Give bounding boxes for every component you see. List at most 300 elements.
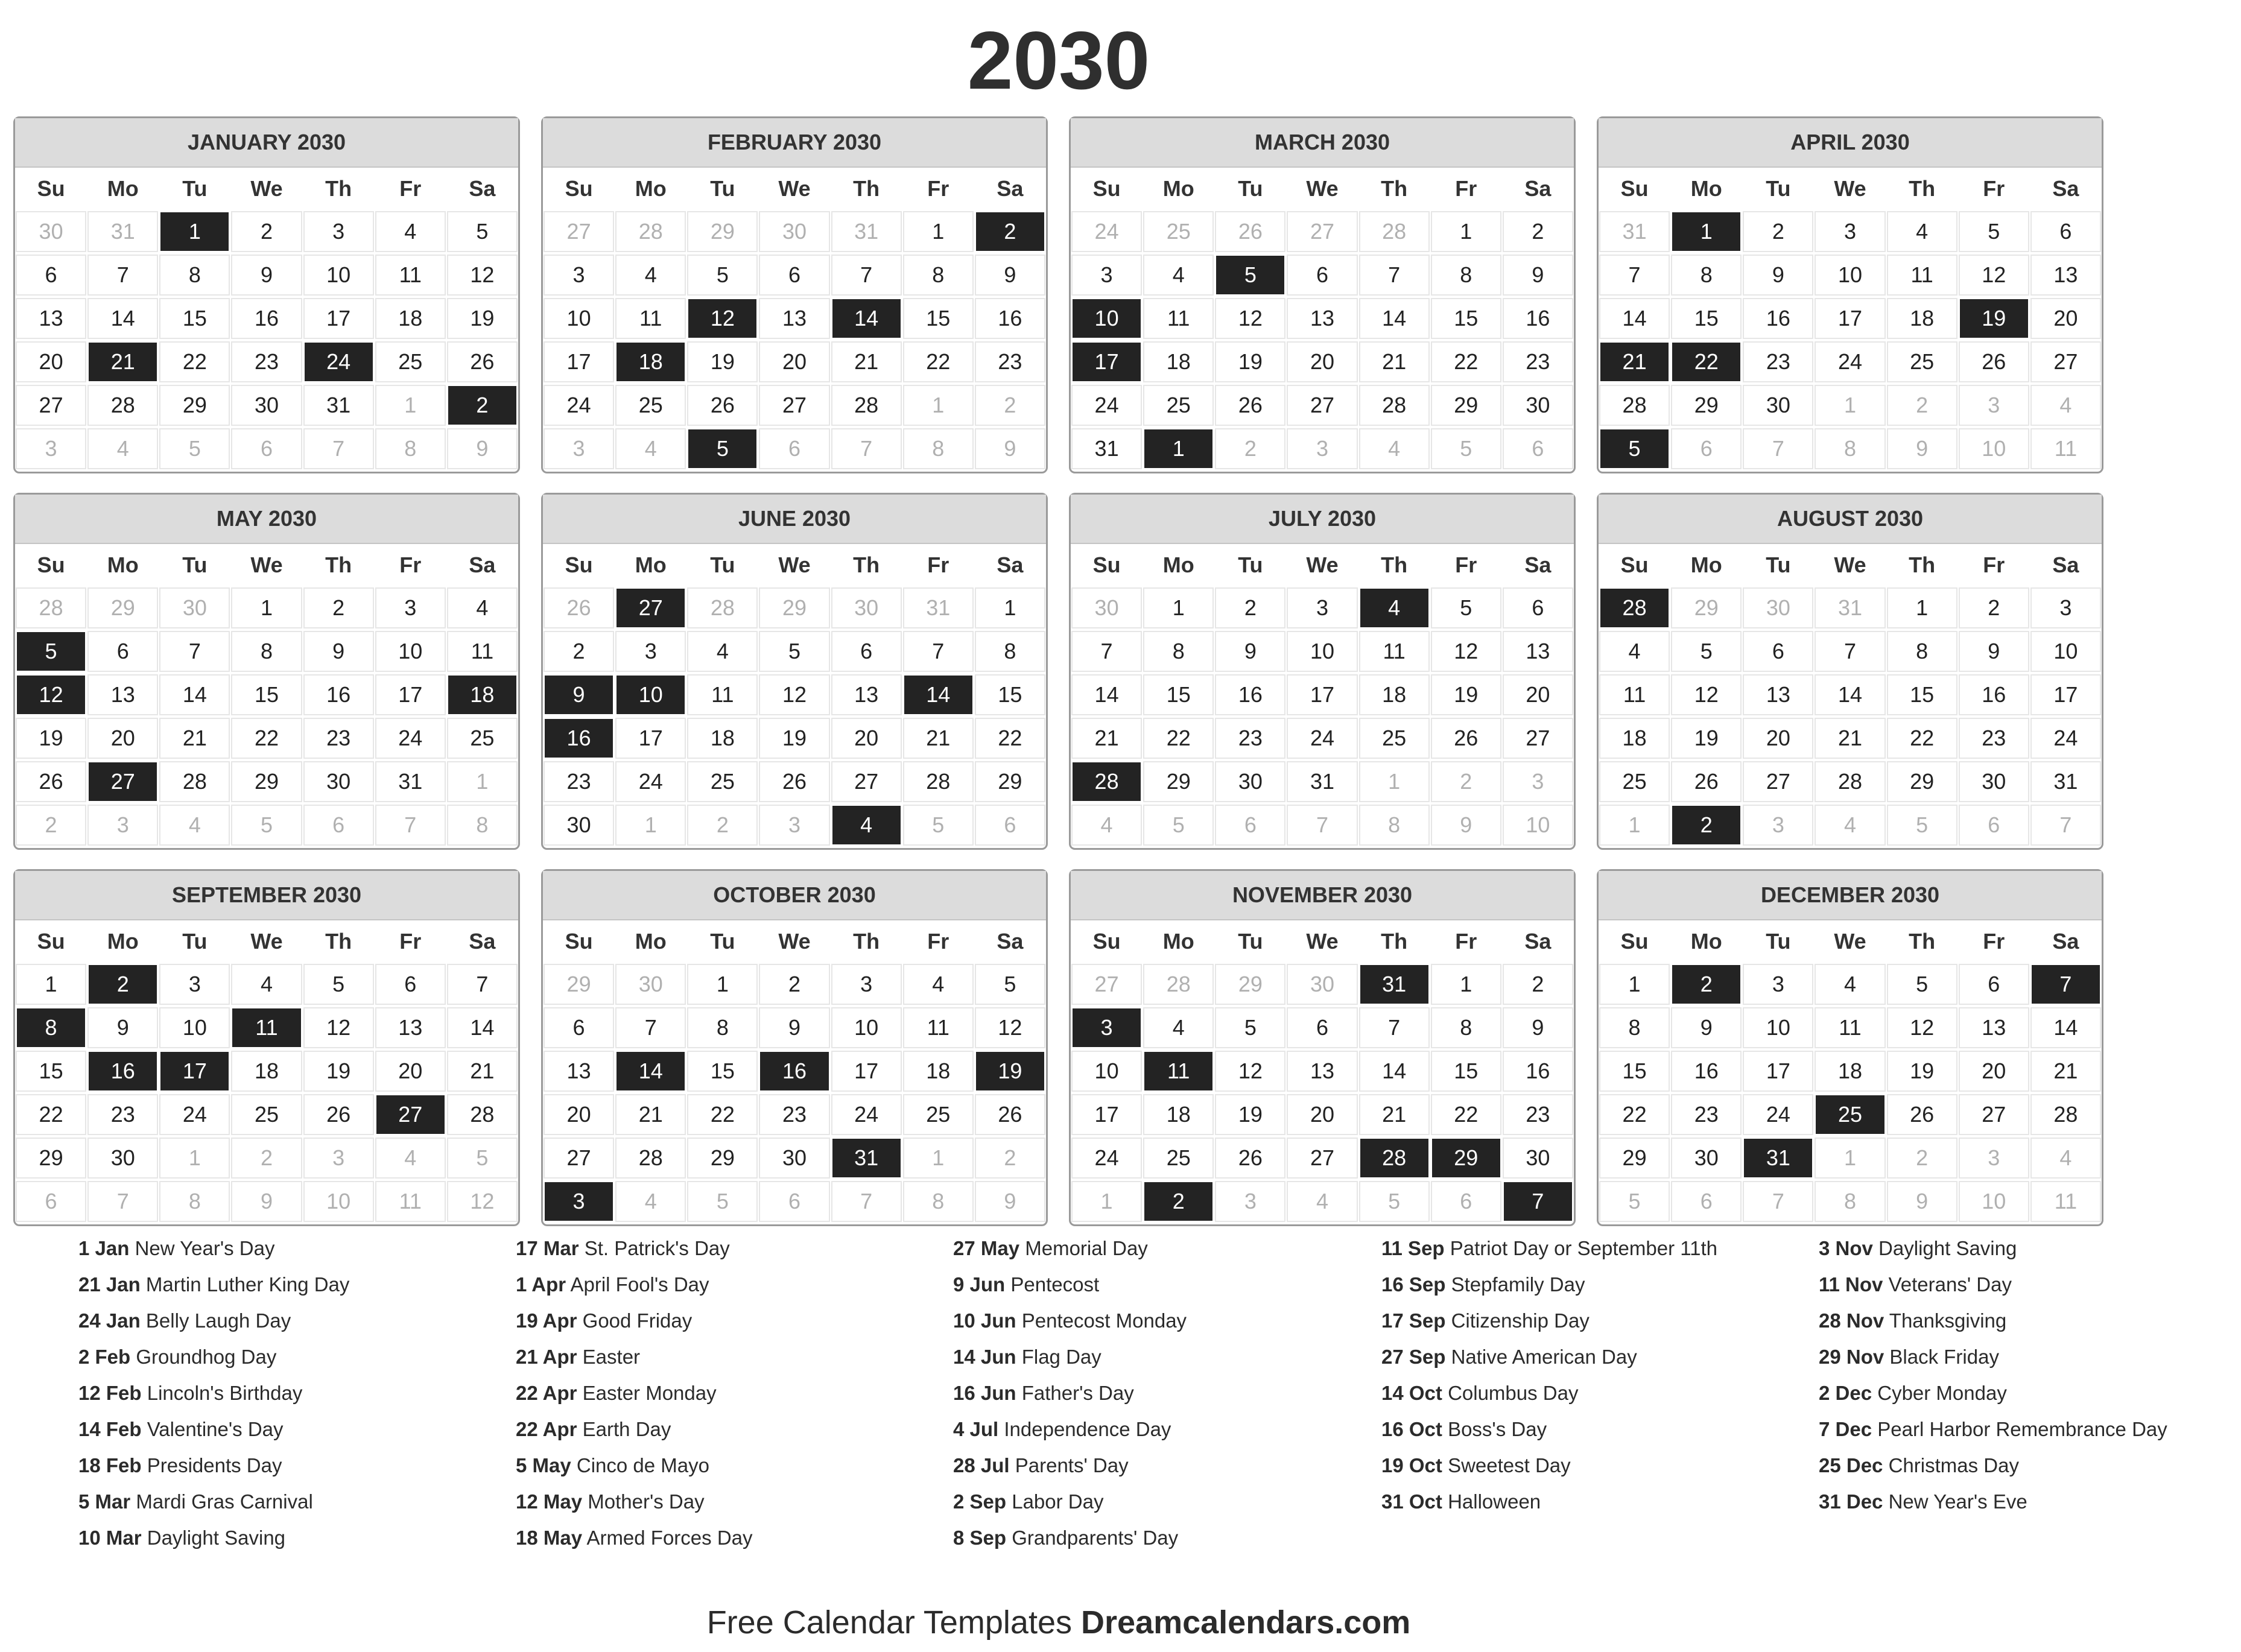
adjacent-month-day-cell: 4: [1816, 806, 1884, 844]
weekday-label: Sa: [1524, 176, 1552, 201]
day-cell: 15: [1672, 299, 1740, 338]
holiday-day-cell: 4: [832, 806, 901, 844]
holiday-day-cell: 28: [1073, 762, 1141, 801]
day-cell: 21: [1816, 719, 1884, 758]
day-cell: 10: [160, 1008, 229, 1047]
adjacent-month-day-cell: 8: [160, 1182, 229, 1221]
weekday-label: Fr: [927, 552, 949, 577]
day-cell: 2: [545, 632, 613, 671]
holiday-name: Easter Monday: [582, 1382, 717, 1404]
holiday-item: [953, 1345, 1375, 1369]
day-cell: 25: [1600, 762, 1669, 801]
holiday-name: Mother's Day: [588, 1490, 705, 1513]
holiday-name: Pentecost Monday: [1021, 1309, 1187, 1332]
adjacent-month-day-cell: 31: [1600, 212, 1669, 251]
month-title: MAY 2030: [15, 495, 518, 544]
day-cell: 8: [1432, 1008, 1500, 1047]
month-calendar: [1597, 493, 2103, 850]
weekday-label: Tu: [1238, 552, 1263, 577]
day-cell: 1: [1432, 965, 1500, 1004]
holiday-day-cell: 27: [617, 589, 685, 627]
day-cell: 30: [89, 1139, 157, 1177]
weekday-label: Tu: [1238, 929, 1263, 954]
day-cell: 27: [1504, 719, 1572, 758]
day-cell: 29: [1888, 762, 1956, 801]
weekday-label: Th: [325, 176, 352, 201]
day-cell: 16: [1504, 299, 1572, 338]
holiday-date: 4 Jul: [953, 1418, 999, 1440]
holiday-name: Earth Day: [582, 1418, 671, 1440]
day-cell: 17: [1816, 299, 1884, 338]
holiday-date: 27 May: [953, 1237, 1020, 1259]
holiday-date: 2 Dec: [1819, 1382, 1872, 1404]
day-cell: 9: [1744, 256, 1812, 294]
day-cell: 6: [1744, 632, 1812, 671]
day-cell: 8: [160, 256, 229, 294]
weekday-label: Th: [325, 929, 352, 954]
holiday-name: New Year's Day: [135, 1237, 275, 1259]
weekday-label: We: [1834, 552, 1866, 577]
day-cell: 5: [1888, 965, 1956, 1004]
day-cell: 14: [89, 299, 157, 338]
adjacent-month-day-cell: 30: [160, 589, 229, 627]
weekday-label: Tu: [1238, 176, 1263, 201]
holiday-day-cell: 2: [976, 212, 1044, 251]
adjacent-month-day-cell: 10: [1960, 429, 2028, 468]
day-cell: 15: [1432, 1052, 1500, 1090]
day-cell: 19: [1672, 719, 1740, 758]
day-cell: 4: [617, 256, 685, 294]
footer-site-link[interactable]: Dreamcalendars.com: [1081, 1604, 1411, 1641]
holiday-day-cell: 31: [1360, 965, 1428, 1004]
weekday-label: Sa: [2052, 929, 2079, 954]
day-cell: 28: [448, 1095, 516, 1134]
holiday-name: Independence Day: [1004, 1418, 1171, 1440]
day-cell: 9: [1504, 1008, 1572, 1047]
day-cell: 5: [1960, 212, 2028, 251]
day-cell: 23: [1216, 719, 1284, 758]
holiday-date: 12 Feb: [78, 1382, 142, 1404]
month-calendar: [541, 493, 1048, 850]
day-cell: 21: [1360, 343, 1428, 381]
day-cell: 13: [832, 676, 901, 714]
adjacent-month-day-cell: 6: [1960, 806, 2028, 844]
day-cell: 9: [232, 256, 300, 294]
day-cell: 4: [376, 212, 445, 251]
holiday-date: 17 Sep: [1381, 1309, 1446, 1332]
holiday-column: [78, 1236, 501, 1562]
day-cell: 11: [376, 256, 445, 294]
holiday-item: [953, 1273, 1375, 1297]
day-cell: 13: [89, 676, 157, 714]
adjacent-month-day-cell: 3: [17, 429, 85, 468]
holiday-name: Parents' Day: [1015, 1454, 1129, 1476]
adjacent-month-day-cell: 11: [376, 1182, 445, 1221]
holiday-item: [1819, 1345, 2241, 1369]
day-cell: 22: [1888, 719, 1956, 758]
holiday-item: [1381, 1381, 1804, 1405]
day-cell: 3: [305, 212, 373, 251]
day-cell: 18: [904, 1052, 972, 1090]
day-cell: 25: [1144, 1139, 1212, 1177]
day-cell: 5: [1672, 632, 1740, 671]
day-cell: 12: [1216, 1052, 1284, 1090]
day-cell: 6: [1288, 1008, 1356, 1047]
holiday-name: Sweetest Day: [1448, 1454, 1571, 1476]
adjacent-month-day-cell: 4: [376, 1139, 445, 1177]
holiday-day-cell: 14: [904, 676, 972, 714]
adjacent-month-day-cell: 3: [1960, 386, 2028, 425]
adjacent-month-day-cell: 5: [448, 1139, 516, 1177]
adjacent-month-day-cell: 6: [760, 429, 828, 468]
day-cell: 23: [545, 762, 613, 801]
holiday-day-cell: 27: [89, 762, 157, 801]
adjacent-month-day-cell: 3: [1504, 762, 1572, 801]
day-cell: 24: [1288, 719, 1356, 758]
adjacent-month-day-cell: 7: [376, 806, 445, 844]
holiday-day-cell: 12: [17, 676, 85, 714]
day-grid: [15, 963, 518, 1223]
holiday-date: 19 Oct: [1381, 1454, 1442, 1476]
holiday-day-cell: 8: [17, 1008, 85, 1047]
day-cell: 12: [760, 676, 828, 714]
weekday-label: Tu: [710, 176, 735, 201]
day-cell: 16: [1672, 1052, 1740, 1090]
adjacent-month-day-cell: 4: [1288, 1182, 1356, 1221]
day-cell: 2: [1504, 212, 1572, 251]
holiday-day-cell: 16: [760, 1052, 828, 1090]
day-cell: 23: [89, 1095, 157, 1134]
adjacent-month-day-cell: 8: [1360, 806, 1428, 844]
day-cell: 13: [1504, 632, 1572, 671]
day-cell: 22: [17, 1095, 85, 1134]
holiday-date: 3 Nov: [1819, 1237, 1873, 1259]
day-grid: [1071, 210, 1574, 470]
day-cell: 19: [305, 1052, 373, 1090]
weekday-label: Su: [565, 929, 593, 954]
day-cell: 6: [832, 632, 901, 671]
day-cell: 8: [1888, 632, 1956, 671]
adjacent-month-day-cell: 6: [1216, 806, 1284, 844]
adjacent-month-day-cell: 11: [2032, 1182, 2100, 1221]
weekday-label: We: [250, 176, 283, 201]
holiday-date: 18 Feb: [78, 1454, 142, 1476]
adjacent-month-day-cell: 28: [1144, 965, 1212, 1004]
adjacent-month-day-cell: 3: [89, 806, 157, 844]
day-cell: 25: [617, 386, 685, 425]
adjacent-month-day-cell: 27: [545, 212, 613, 251]
weekday-label: Mo: [1690, 552, 1722, 577]
holiday-name: Christmas Day: [1888, 1454, 2019, 1476]
holiday-item: [78, 1490, 501, 1514]
day-cell: 13: [1288, 299, 1356, 338]
day-cell: 15: [232, 676, 300, 714]
day-cell: 30: [545, 806, 613, 844]
holiday-item: [1819, 1490, 2241, 1514]
day-cell: 1: [1888, 589, 1956, 627]
month-calendar: [1597, 869, 2103, 1226]
day-cell: 19: [688, 343, 756, 381]
day-cell: 15: [904, 299, 972, 338]
day-cell: 14: [1360, 299, 1428, 338]
day-cell: 28: [89, 386, 157, 425]
day-cell: 3: [1816, 212, 1884, 251]
month-calendar: [13, 493, 520, 850]
weekday-label: Su: [37, 929, 65, 954]
day-cell: 18: [376, 299, 445, 338]
day-grid: [15, 210, 518, 470]
holiday-date: 1 Jan: [78, 1237, 130, 1259]
day-cell: 3: [832, 965, 901, 1004]
holiday-date: 24 Jan: [78, 1309, 141, 1332]
adjacent-month-day-cell: 6: [1672, 1182, 1740, 1221]
day-cell: 22: [1432, 343, 1500, 381]
holiday-day-cell: 5: [17, 632, 85, 671]
day-cell: 16: [232, 299, 300, 338]
holiday-name: Armed Forces Day: [586, 1527, 753, 1549]
holiday-day-cell: 7: [2032, 965, 2100, 1004]
holiday-day-cell: 27: [376, 1095, 445, 1134]
holiday-day-cell: 16: [545, 719, 613, 758]
adjacent-month-day-cell: 29: [760, 589, 828, 627]
footer-text: Free Calendar Templates: [706, 1604, 1072, 1641]
day-cell: 26: [448, 343, 516, 381]
holiday-item: [1381, 1454, 1804, 1478]
day-cell: 25: [448, 719, 516, 758]
adjacent-month-day-cell: 8: [1816, 429, 1884, 468]
day-cell: 4: [1600, 632, 1669, 671]
holiday-item: [516, 1236, 938, 1261]
day-cell: 9: [1216, 632, 1284, 671]
weekday-label: Th: [1381, 552, 1408, 577]
weekday-label: Su: [1092, 552, 1121, 577]
adjacent-month-day-cell: 30: [760, 212, 828, 251]
day-cell: 28: [1816, 762, 1884, 801]
day-cell: 13: [1960, 1008, 2028, 1047]
day-cell: 11: [448, 632, 516, 671]
day-cell: 26: [1960, 343, 2028, 381]
day-cell: 12: [1672, 676, 1740, 714]
day-cell: 4: [1888, 212, 1956, 251]
adjacent-month-day-cell: 30: [1288, 965, 1356, 1004]
day-cell: 23: [305, 719, 373, 758]
adjacent-month-day-cell: 4: [160, 806, 229, 844]
adjacent-month-day-cell: 30: [1744, 589, 1812, 627]
day-cell: 25: [1888, 343, 1956, 381]
adjacent-month-day-cell: 1: [904, 386, 972, 425]
holiday-name: Good Friday: [582, 1309, 693, 1332]
weekday-label: We: [778, 552, 811, 577]
day-cell: 23: [1672, 1095, 1740, 1134]
holiday-day-cell: 2: [1672, 806, 1740, 844]
adjacent-month-day-cell: 28: [17, 589, 85, 627]
weekday-header: [15, 544, 518, 586]
weekday-label: Mo: [107, 552, 139, 577]
day-grid: [543, 210, 1046, 470]
day-cell: 20: [832, 719, 901, 758]
day-cell: 27: [1960, 1095, 2028, 1134]
weekday-label: Th: [1909, 552, 1936, 577]
month-calendar: [13, 116, 520, 473]
holiday-item: [953, 1417, 1375, 1442]
day-cell: 14: [448, 1008, 516, 1047]
weekday-label: Tu: [182, 552, 208, 577]
holiday-name: New Year's Eve: [1888, 1490, 2027, 1513]
day-cell: 3: [1744, 965, 1812, 1004]
holiday-day-cell: 5: [1600, 429, 1669, 468]
weekday-label: Tu: [1766, 176, 1791, 201]
holiday-day-cell: 2: [448, 386, 516, 425]
holiday-name: Pentecost: [1010, 1273, 1100, 1296]
adjacent-month-day-cell: 6: [976, 806, 1044, 844]
day-cell: 17: [376, 676, 445, 714]
day-cell: 28: [832, 386, 901, 425]
adjacent-month-day-cell: 5: [160, 429, 229, 468]
holiday-item: [516, 1273, 938, 1297]
weekday-label: Sa: [469, 552, 496, 577]
holiday-name: Black Friday: [1889, 1346, 1999, 1368]
holiday-item: [1381, 1309, 1804, 1333]
holiday-date: 2 Feb: [78, 1346, 131, 1368]
day-cell: 6: [89, 632, 157, 671]
adjacent-month-day-cell: 4: [89, 429, 157, 468]
adjacent-month-day-cell: 25: [1144, 212, 1212, 251]
day-cell: 7: [617, 1008, 685, 1047]
day-cell: 26: [1432, 719, 1500, 758]
day-cell: 30: [1504, 1139, 1572, 1177]
day-cell: 2: [305, 589, 373, 627]
holiday-date: 22 Apr: [516, 1418, 577, 1440]
day-cell: 18: [1144, 343, 1212, 381]
holiday-name: Father's Day: [1021, 1382, 1134, 1404]
weekday-label: Mo: [635, 552, 667, 577]
day-cell: 11: [1816, 1008, 1884, 1047]
day-cell: 29: [1600, 1139, 1669, 1177]
holiday-name: Citizenship Day: [1451, 1309, 1590, 1332]
holiday-date: 8 Sep: [953, 1527, 1007, 1549]
adjacent-month-day-cell: 8: [376, 429, 445, 468]
day-cell: 6: [2032, 212, 2100, 251]
holiday-name: St. Patrick's Day: [584, 1237, 730, 1259]
day-cell: 1: [976, 589, 1044, 627]
day-cell: 16: [1216, 676, 1284, 714]
holiday-name: Daylight Saving: [147, 1527, 286, 1549]
weekday-label: Th: [325, 552, 352, 577]
day-cell: 29: [17, 1139, 85, 1177]
day-cell: 27: [1288, 386, 1356, 425]
day-cell: 9: [1504, 256, 1572, 294]
day-cell: 13: [1744, 676, 1812, 714]
weekday-header: [15, 168, 518, 210]
weekday-label: We: [1306, 929, 1339, 954]
day-cell: 29: [160, 386, 229, 425]
adjacent-month-day-cell: 12: [448, 1182, 516, 1221]
weekday-label: Sa: [469, 929, 496, 954]
holiday-name: Cyber Monday: [1877, 1382, 2007, 1404]
day-cell: 10: [832, 1008, 901, 1047]
day-cell: 22: [1600, 1095, 1669, 1134]
weekday-label: We: [1834, 929, 1866, 954]
day-cell: 24: [545, 386, 613, 425]
holiday-date: 12 May: [516, 1490, 583, 1513]
day-cell: 18: [1888, 299, 1956, 338]
day-cell: 30: [760, 1139, 828, 1177]
weekday-label: Sa: [1524, 552, 1552, 577]
holiday-item: [1381, 1417, 1804, 1442]
holiday-date: 29 Nov: [1819, 1346, 1884, 1368]
month-calendar: [1597, 116, 2103, 473]
day-cell: 6: [1288, 256, 1356, 294]
day-cell: 28: [904, 762, 972, 801]
day-cell: 22: [1432, 1095, 1500, 1134]
day-cell: 24: [1073, 1139, 1141, 1177]
day-cell: 24: [376, 719, 445, 758]
weekday-label: Mo: [1690, 176, 1722, 201]
adjacent-month-day-cell: 8: [904, 429, 972, 468]
day-cell: 6: [760, 256, 828, 294]
holiday-date: 18 May: [516, 1527, 583, 1549]
holiday-name: Daylight Saving: [1878, 1237, 2017, 1259]
day-cell: 16: [1504, 1052, 1572, 1090]
day-cell: 3: [160, 965, 229, 1004]
holiday-name: Pearl Harbor Remembrance Day: [1877, 1418, 2167, 1440]
weekday-header: [1071, 920, 1574, 963]
holiday-date: 27 Sep: [1381, 1346, 1446, 1368]
weekday-label: Sa: [2052, 176, 2079, 201]
day-cell: 10: [1744, 1008, 1812, 1047]
day-cell: 16: [1744, 299, 1812, 338]
day-cell: 12: [305, 1008, 373, 1047]
weekday-label: Mo: [1162, 552, 1194, 577]
holiday-day-cell: 19: [1960, 299, 2028, 338]
holiday-column: [1381, 1236, 1804, 1526]
holiday-date: 16 Oct: [1381, 1418, 1442, 1440]
holiday-day-cell: 18: [617, 343, 685, 381]
holiday-day-cell: 28: [1360, 1139, 1428, 1177]
holiday-date: 2 Sep: [953, 1490, 1007, 1513]
adjacent-month-day-cell: 29: [545, 965, 613, 1004]
adjacent-month-day-cell: 31: [832, 212, 901, 251]
day-cell: 4: [904, 965, 972, 1004]
day-cell: 20: [1288, 343, 1356, 381]
day-cell: 10: [305, 256, 373, 294]
weekday-label: Tu: [1766, 929, 1791, 954]
day-cell: 10: [376, 632, 445, 671]
holiday-day-cell: 28: [1600, 589, 1669, 627]
weekday-label: Sa: [997, 552, 1024, 577]
weekday-label: Sa: [2052, 552, 2079, 577]
adjacent-month-day-cell: 28: [1360, 212, 1428, 251]
day-cell: 19: [17, 719, 85, 758]
day-cell: 17: [305, 299, 373, 338]
holiday-day-cell: 2: [1144, 1182, 1212, 1221]
weekday-header: [1599, 920, 2102, 963]
day-cell: 24: [2032, 719, 2100, 758]
day-cell: 27: [1288, 1139, 1356, 1177]
adjacent-month-day-cell: 4: [617, 1182, 685, 1221]
day-cell: 29: [1432, 386, 1500, 425]
adjacent-month-day-cell: 3: [545, 429, 613, 468]
holiday-name: Memorial Day: [1025, 1237, 1148, 1259]
day-cell: 25: [904, 1095, 972, 1134]
adjacent-month-day-cell: 1: [617, 806, 685, 844]
holiday-item: [953, 1236, 1375, 1261]
holiday-day-cell: 17: [1073, 343, 1141, 381]
weekday-label: Th: [1381, 929, 1408, 954]
holiday-item: [78, 1345, 501, 1369]
month-title: JULY 2030: [1071, 495, 1574, 544]
weekday-label: Su: [1092, 176, 1121, 201]
